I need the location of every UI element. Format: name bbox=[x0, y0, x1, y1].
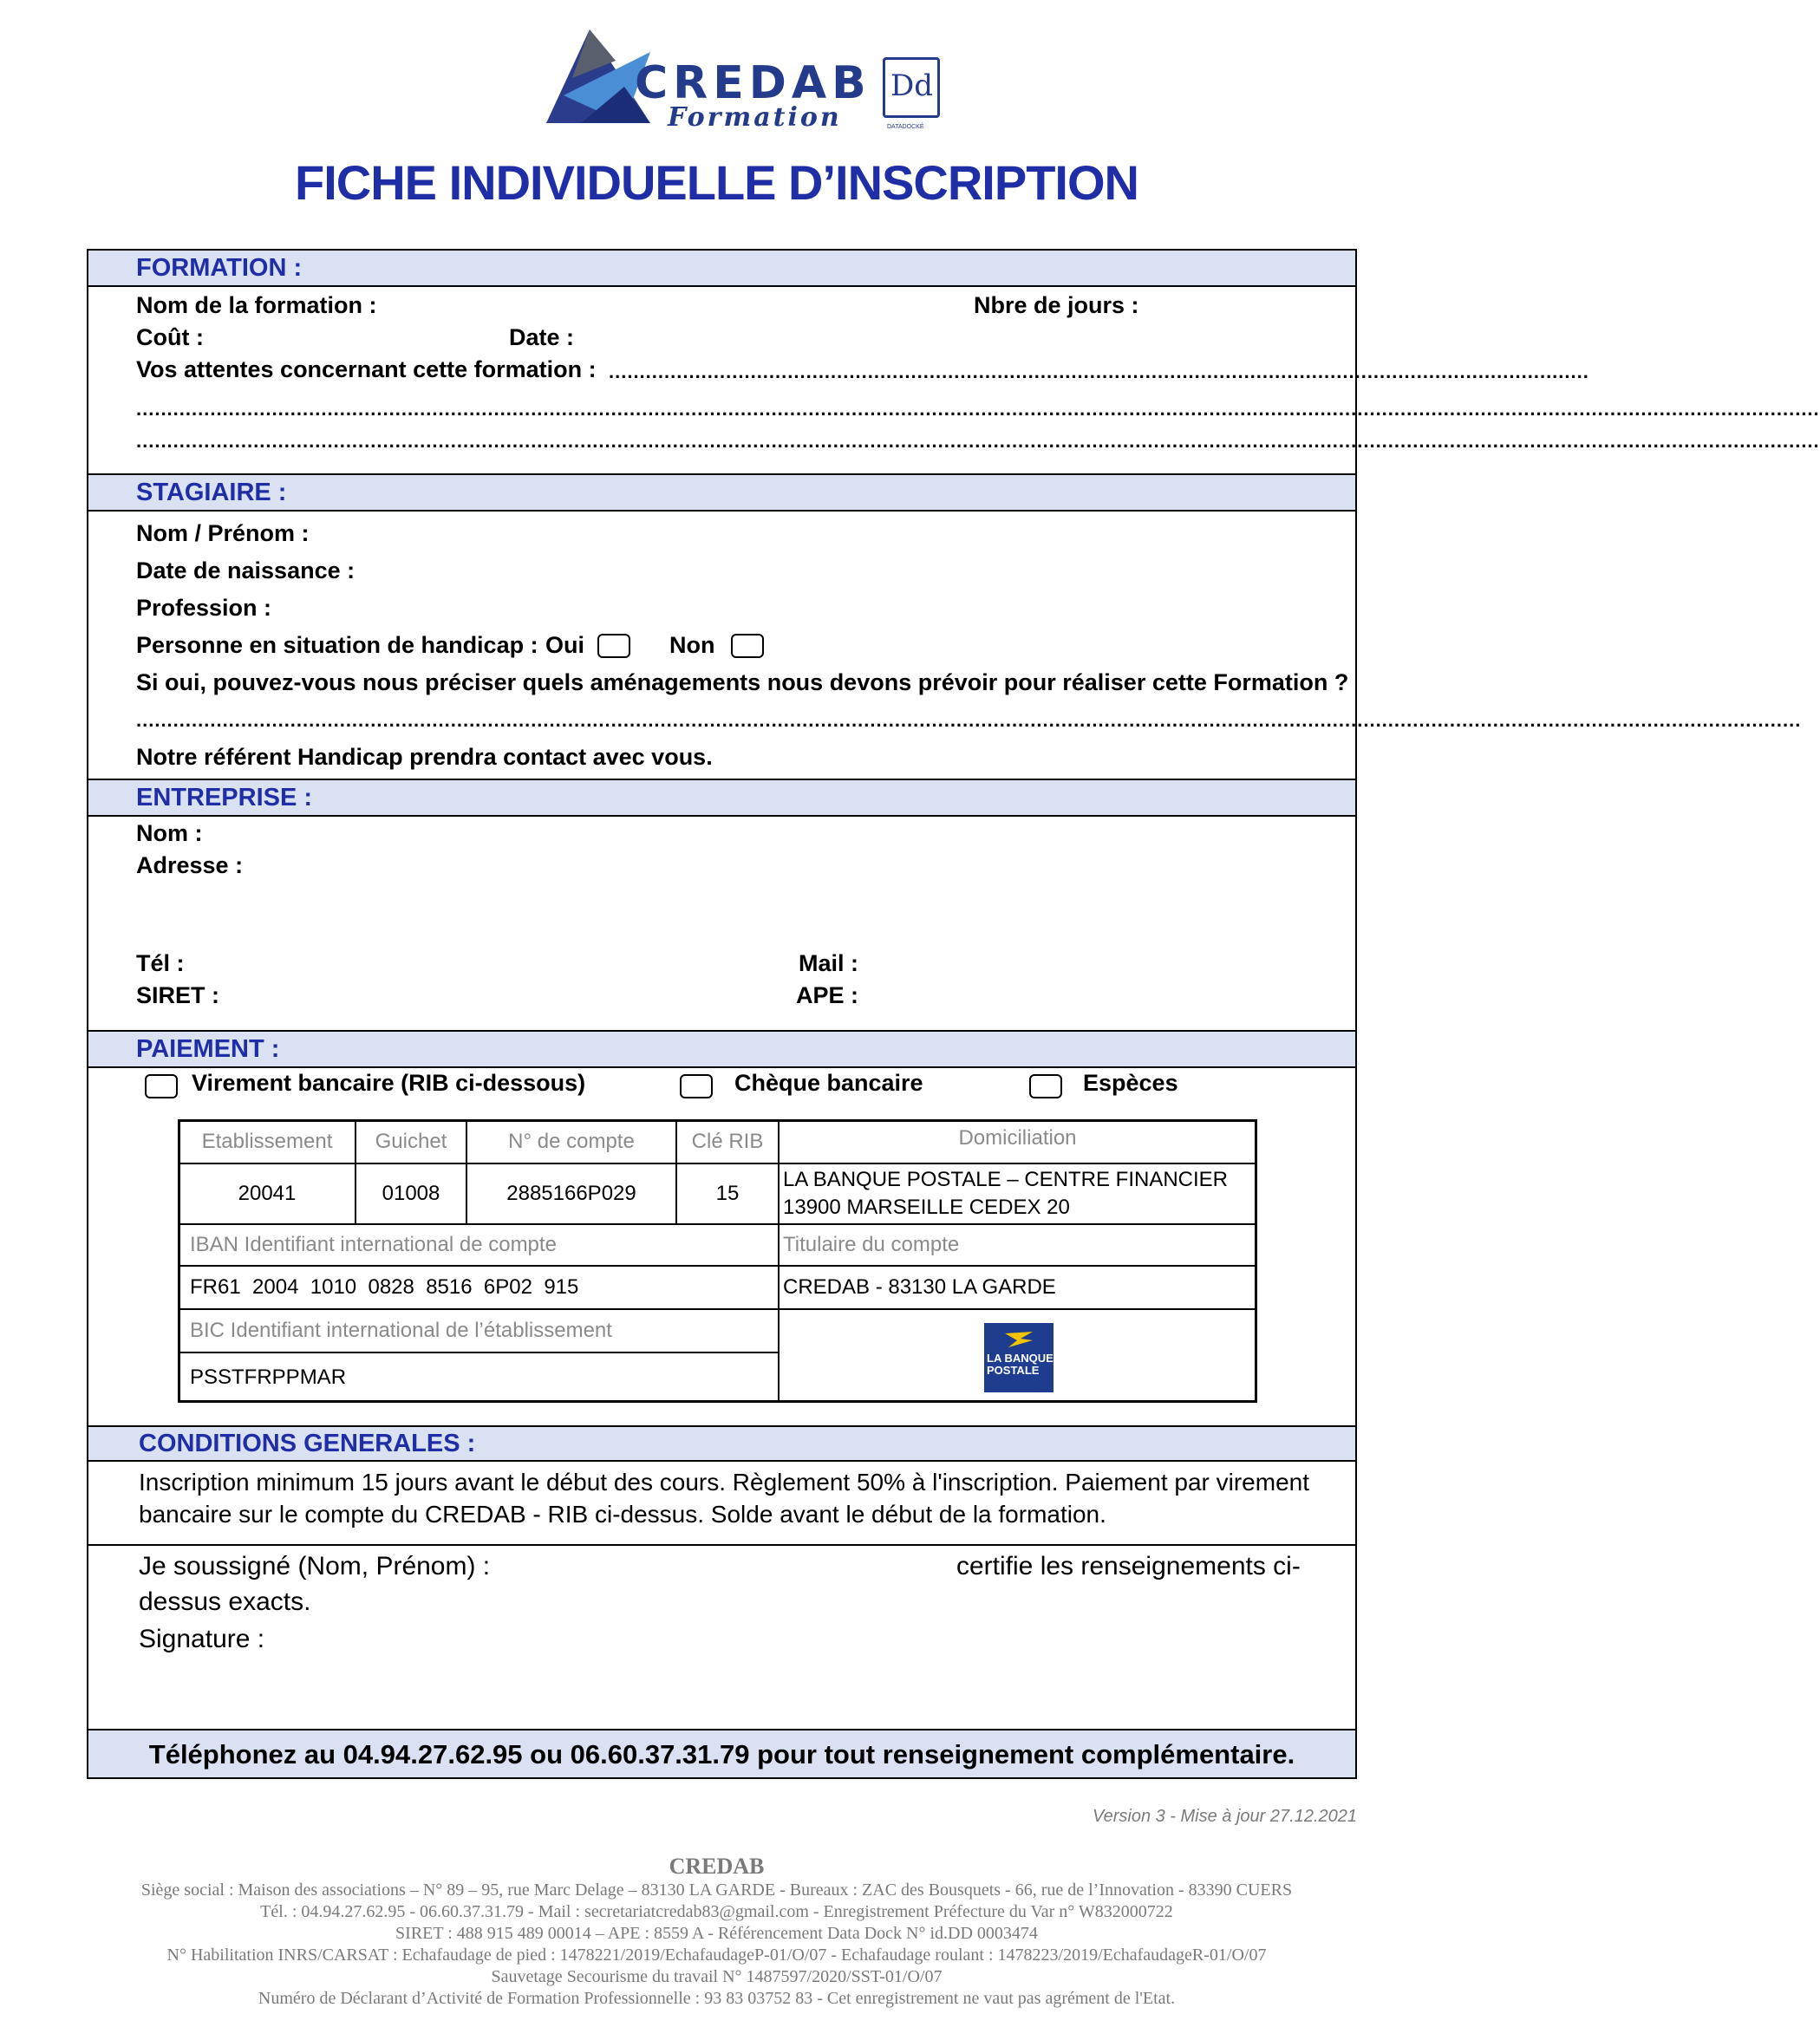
cost-label: Coût : bbox=[136, 324, 204, 350]
payment-cash-checkbox[interactable] bbox=[1029, 1074, 1062, 1098]
formation-name-label: Nom de la formation : bbox=[136, 292, 377, 318]
section-entreprise-title: ENTREPRISE : bbox=[136, 784, 313, 811]
datadock-badge bbox=[883, 57, 940, 130]
expectations-label: Vos attentes concernant cette formation : bbox=[136, 356, 597, 382]
conditions-divider bbox=[87, 1544, 1357, 1546]
rib-domiciliation-line-2: 13900 MARSEILLE CEDEX 20 bbox=[783, 1196, 1070, 1219]
la-banque-postale-logo bbox=[984, 1323, 1054, 1392]
footer-line-1: Siège social : Maison des associations – N° 89 – 95, rue Marc Delage – 83130 LA GARDE - Bureaux : ZAC des Bousquets - 66, rue de l’Innovation - 83390 CUERS bbox=[140, 1880, 1293, 1900]
rib-header-domiciliation: Domiciliation bbox=[778, 1119, 1257, 1164]
footer-line-3: SIRET : 488 915 489 00014 – APE : 8559 A - Référencement Data Dock N° id.DD 0003474 bbox=[395, 1924, 1038, 1943]
company-siret-label: SIRET : bbox=[136, 982, 220, 1008]
date-label: Date : bbox=[509, 324, 575, 350]
company-phone-label: Tél : bbox=[136, 950, 185, 976]
rib-iban: FR61 2004 1010 0828 8516 6P02 915 bbox=[178, 1265, 780, 1310]
handicap-no-label: Non bbox=[669, 632, 715, 658]
handicap-no-checkbox[interactable] bbox=[731, 634, 764, 658]
company-address-label: Adresse : bbox=[136, 852, 244, 878]
certify-text-cont: dessus exacts. bbox=[139, 1587, 311, 1616]
credab-logo bbox=[538, 26, 945, 133]
certify-text: certifie les renseignements ci- bbox=[956, 1552, 1301, 1581]
rib-header-etablissement: Etablissement bbox=[178, 1119, 356, 1164]
payment-cheque-checkbox[interactable] bbox=[680, 1074, 713, 1098]
section-stagiaire bbox=[87, 473, 1357, 512]
la-banque-postale-logo-text: LA BANQUE POSTALE bbox=[987, 1352, 1054, 1377]
rib-guichet: 01008 bbox=[355, 1163, 467, 1225]
section-formation bbox=[87, 249, 1357, 287]
rib-header-compte: N° de compte bbox=[466, 1119, 677, 1164]
accommodation-line[interactable]: .............................................................................................................................................................................................................................................................................. bbox=[136, 709, 1802, 731]
payment-cheque-label: Chèque bancaire bbox=[734, 1070, 923, 1096]
expectations-line-2[interactable]: ................................................................................................................................................................................................................................................................................. bbox=[136, 398, 1820, 420]
trainee-name-label: Nom / Prénom : bbox=[136, 520, 310, 546]
rib-domiciliation bbox=[778, 1163, 1257, 1225]
footer-line-5: Sauvetage Secourisme du travail N° 1487597/2020/SST-01/O/07 bbox=[491, 1967, 943, 1986]
rib-cle: 15 bbox=[675, 1163, 780, 1225]
footer-line-6: Numéro de Déclarant d’Activité de Formation Professionnelle : 93 83 03752 83 - Cet enregistrement ne vaut pas agrément de l'Etat. bbox=[258, 1989, 1176, 2008]
company-mail-label: Mail : bbox=[799, 950, 859, 976]
company-name-label: Nom : bbox=[136, 820, 203, 846]
rib-header-iban: IBAN Identifiant international de compte bbox=[178, 1223, 780, 1267]
footer-line-2: Tél. : 04.94.27.62.95 - 06.60.37.31.79 - Mail : secretariatcredab83@gmail.com - Enregistrement Préfecture du Var n° W832000722 bbox=[260, 1902, 1173, 1921]
signature-label: Signature : bbox=[139, 1625, 265, 1653]
contact-phone-text: Téléphonez au 04.94.27.62.95 ou 06.60.37.31.79 pour tout renseignement complémentaire. bbox=[148, 1739, 1295, 1770]
handicap-label: Personne en situation de handicap : bbox=[136, 632, 538, 658]
handicap-yes-checkbox[interactable] bbox=[597, 634, 630, 658]
conditions-line-2: bancaire sur le compte du CREDAB - RIB ci-dessus. Solde avant le début de la formation. bbox=[139, 1501, 1106, 1528]
section-conditions-title: CONDITIONS GENERALES : bbox=[139, 1430, 476, 1457]
section-paiement-title: PAIEMENT : bbox=[136, 1035, 280, 1063]
payment-transfer-label: Virement bancaire (RIB ci-dessous) bbox=[192, 1070, 586, 1096]
rib-titulaire: CREDAB - 83130 LA GARDE bbox=[778, 1265, 1257, 1310]
rib-header-bic: BIC Identifiant international de l’établissement bbox=[178, 1308, 780, 1353]
logo-brand: CREDAB bbox=[635, 57, 871, 109]
logo-subtitle: Formation bbox=[668, 102, 842, 133]
conditions-line-1: Inscription minimum 15 jours avant le début des cours. Règlement 50% à l'inscription. Paiement par virement bbox=[139, 1469, 1309, 1496]
expectations-line-3[interactable]: ................................................................................................................................................................................................................................................................................. bbox=[136, 430, 1820, 452]
undersigned-label: Je soussigné (Nom, Prénom) : bbox=[139, 1552, 491, 1581]
handicap-yes-label: Oui bbox=[545, 632, 584, 658]
bird-icon bbox=[1003, 1330, 1034, 1349]
payment-transfer-checkbox[interactable] bbox=[145, 1074, 178, 1098]
rib-domiciliation-line-1: LA BANQUE POSTALE – CENTRE FINANCIER bbox=[783, 1168, 1229, 1191]
accommodation-question: Si oui, pouvez-vous nous préciser quels aménagements nous devons prévoir pour réaliser cette Formation ? bbox=[136, 669, 1349, 695]
page-title: FICHE INDIVIDUELLE D’INSCRIPTION bbox=[295, 155, 1138, 210]
footer-line-4: N° Habilitation INRS/CARSAT : Echafaudage de pied : 1478221/2019/EchafaudageP-01/O/07 - Echafaudage roulant : 1478223/2019/EchafaudageR-01/O/07 bbox=[166, 1946, 1267, 1965]
footer-brand: CREDAB bbox=[669, 1854, 765, 1879]
section-conditions bbox=[87, 1425, 1357, 1462]
section-formation-title: FORMATION : bbox=[136, 254, 303, 282]
payment-cash-label: Espèces bbox=[1083, 1070, 1178, 1096]
rib-etablissement: 20041 bbox=[178, 1163, 356, 1225]
birth-date-label: Date de naissance : bbox=[136, 557, 356, 583]
datadock-badge-label: DATADOCKÉ bbox=[887, 124, 924, 130]
referent-note: Notre référent Handicap prendra contact avec vous. bbox=[136, 744, 713, 770]
section-entreprise bbox=[87, 779, 1357, 817]
rib-header-guichet: Guichet bbox=[355, 1119, 467, 1164]
version-note: Version 3 - Mise à jour 27.12.2021 bbox=[1093, 1807, 1357, 1826]
expectations-line-1[interactable]: ............................................................................................................................................................... bbox=[609, 361, 1589, 382]
contact-phone-bar bbox=[87, 1729, 1357, 1779]
rib-compte: 2885166P029 bbox=[466, 1163, 677, 1225]
days-count-label: Nbre de jours : bbox=[974, 292, 1139, 318]
datadock-badge-text: Dd bbox=[890, 68, 934, 103]
section-stagiaire-title: STAGIAIRE : bbox=[136, 479, 287, 506]
rib-header-cle: Clé RIB bbox=[675, 1119, 780, 1164]
company-ape-label: APE : bbox=[796, 982, 859, 1008]
rib-bic: PSSTFRPPMAR bbox=[178, 1352, 780, 1403]
rib-header-titulaire: Titulaire du compte bbox=[778, 1223, 1257, 1267]
footer bbox=[0, 1854, 1433, 2010]
profession-label: Profession : bbox=[136, 595, 272, 621]
section-paiement bbox=[87, 1030, 1357, 1068]
